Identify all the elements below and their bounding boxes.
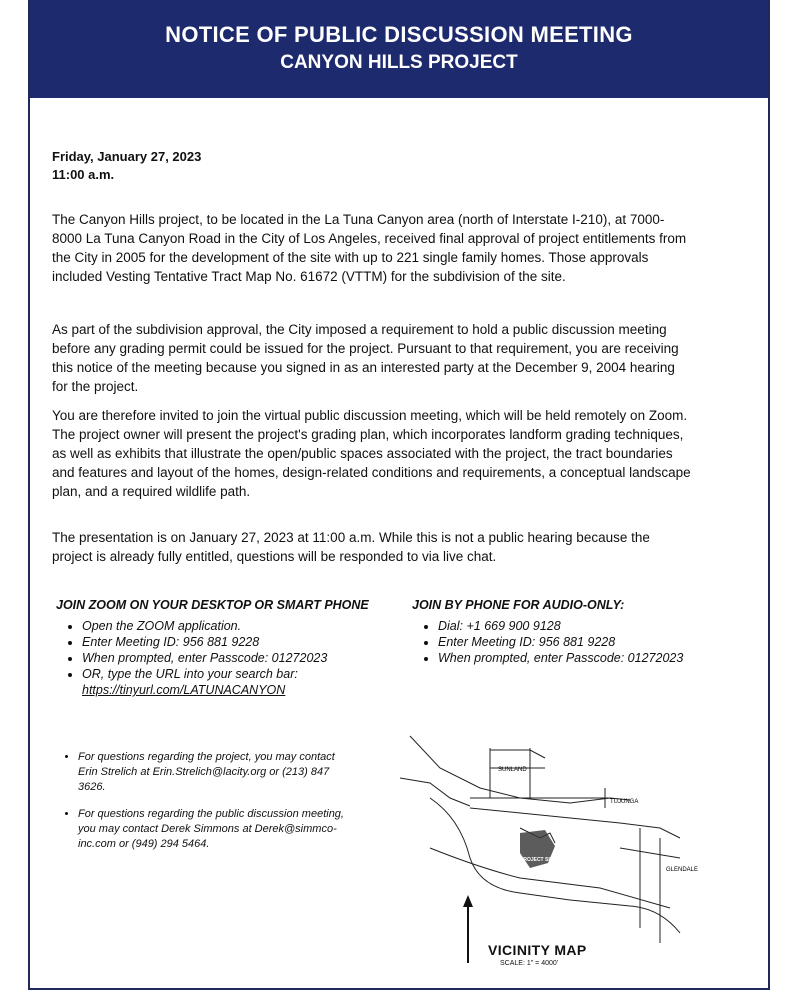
- vicinity-map: [370, 728, 700, 968]
- map-road: [490, 750, 545, 758]
- phone-join-section: [412, 598, 712, 666]
- zoom-steps-list: [56, 618, 416, 698]
- list-item: [82, 666, 416, 698]
- map-label-project-site: PROJECT SITE: [520, 857, 557, 863]
- meeting-date: Friday, January 27, 2023: [52, 149, 202, 164]
- north-arrow-icon: [462, 895, 474, 965]
- map-label-glendale: GLENDALE: [666, 867, 699, 873]
- contact-project: • For questions regarding the project, you may contact Erin Strelich at Erin.Strelich@lacity.org or (213) 847 3626.: [78, 750, 356, 795]
- meeting-time: 11:00 a.m.: [52, 167, 115, 182]
- list-item: • Enter Meeting ID: 956 881 9228: [438, 634, 712, 650]
- paragraph-presentation-time: The presentation is on January 27, 2023 at 11:00 a.m. While this is not a public hearing because the project is already fully entitled, questions will be responded to via live chat.: [52, 530, 650, 564]
- zoom-join-section: [56, 598, 416, 698]
- map-label-tujunga: TUJUNGA: [610, 799, 639, 805]
- list-item: • Dial: +1 669 900 9128: [438, 618, 712, 634]
- list-item: • When prompted, enter Passcode: 01272023: [82, 650, 416, 666]
- contacts-list: [56, 750, 356, 852]
- phone-steps-list: [412, 618, 712, 666]
- map-label-sunland: SUNLAND: [498, 767, 527, 773]
- header-banner: [30, 0, 768, 98]
- notice-title: NOTICE OF PUBLIC DISCUSSION MEETING: [165, 22, 633, 47]
- phone-section-heading: JOIN BY PHONE FOR AUDIO-ONLY:: [412, 598, 625, 612]
- list-item: • When prompted, enter Passcode: 01272023: [438, 650, 712, 666]
- list-item: • Open the ZOOM application.: [82, 618, 416, 634]
- project-subtitle: CANYON HILLS PROJECT: [280, 52, 518, 73]
- contact-meeting: • For questions regarding the public discussion meeting, you may contact Derek Simmons at Derek@simmco-inc.com or (949) 294 5464.: [78, 807, 356, 852]
- url-instruction: OR, type the URL into your search bar:: [82, 667, 298, 681]
- contacts-section: [56, 750, 356, 864]
- meeting-datetime: [52, 148, 201, 184]
- vicinity-map-scale: SCALE: 1" = 4000': [500, 960, 559, 967]
- paragraph-project-background: The Canyon Hills project, to be located in the La Tuna Canyon area (north of Interstate I-210), at 7000-8000 La Tuna Canyon Road in the City of Los Angeles, received final approval of project entitlements from the City in 2005 for the development of the site with up to 221 single family homes. Those approvals included Vesting Tentative Tract Map No. 61672 (VTTM) for the subdivision of the site.: [52, 212, 687, 284]
- map-boundary: [470, 808, 680, 838]
- list-item: • Enter Meeting ID: 956 881 9228: [82, 634, 416, 650]
- map-road: [620, 848, 680, 858]
- zoom-url-link[interactable]: https://tinyurl.com/LATUNACANYON: [82, 683, 286, 697]
- paragraph-subdivision-requirement: As part of the subdivision approval, the City imposed a requirement to hold a public discussion meeting before any grading permit could be issued for the project. Pursuant to that requirement, you are receiving this notice of the meeting because you signed in as an interested party at the December 9, 2004 hearing for the project.: [52, 322, 679, 394]
- vicinity-map-title: VICINITY MAP: [488, 942, 587, 958]
- zoom-section-heading: JOIN ZOOM ON YOUR DESKTOP OR SMART PHONE: [56, 598, 369, 612]
- paragraph-invitation: You are therefore invited to join the virtual public discussion meeting, which will be held remotely on Zoom. The project owner will present the project's grading plan, which incorporates landform grading techniques, as well as exhibits that illustrate the open/public spaces associated with the project, the tract boundaries and features and layout of the homes, design-related conditions and requirements, a conceptual landscape plan, and a required wildlife path.: [52, 408, 691, 499]
